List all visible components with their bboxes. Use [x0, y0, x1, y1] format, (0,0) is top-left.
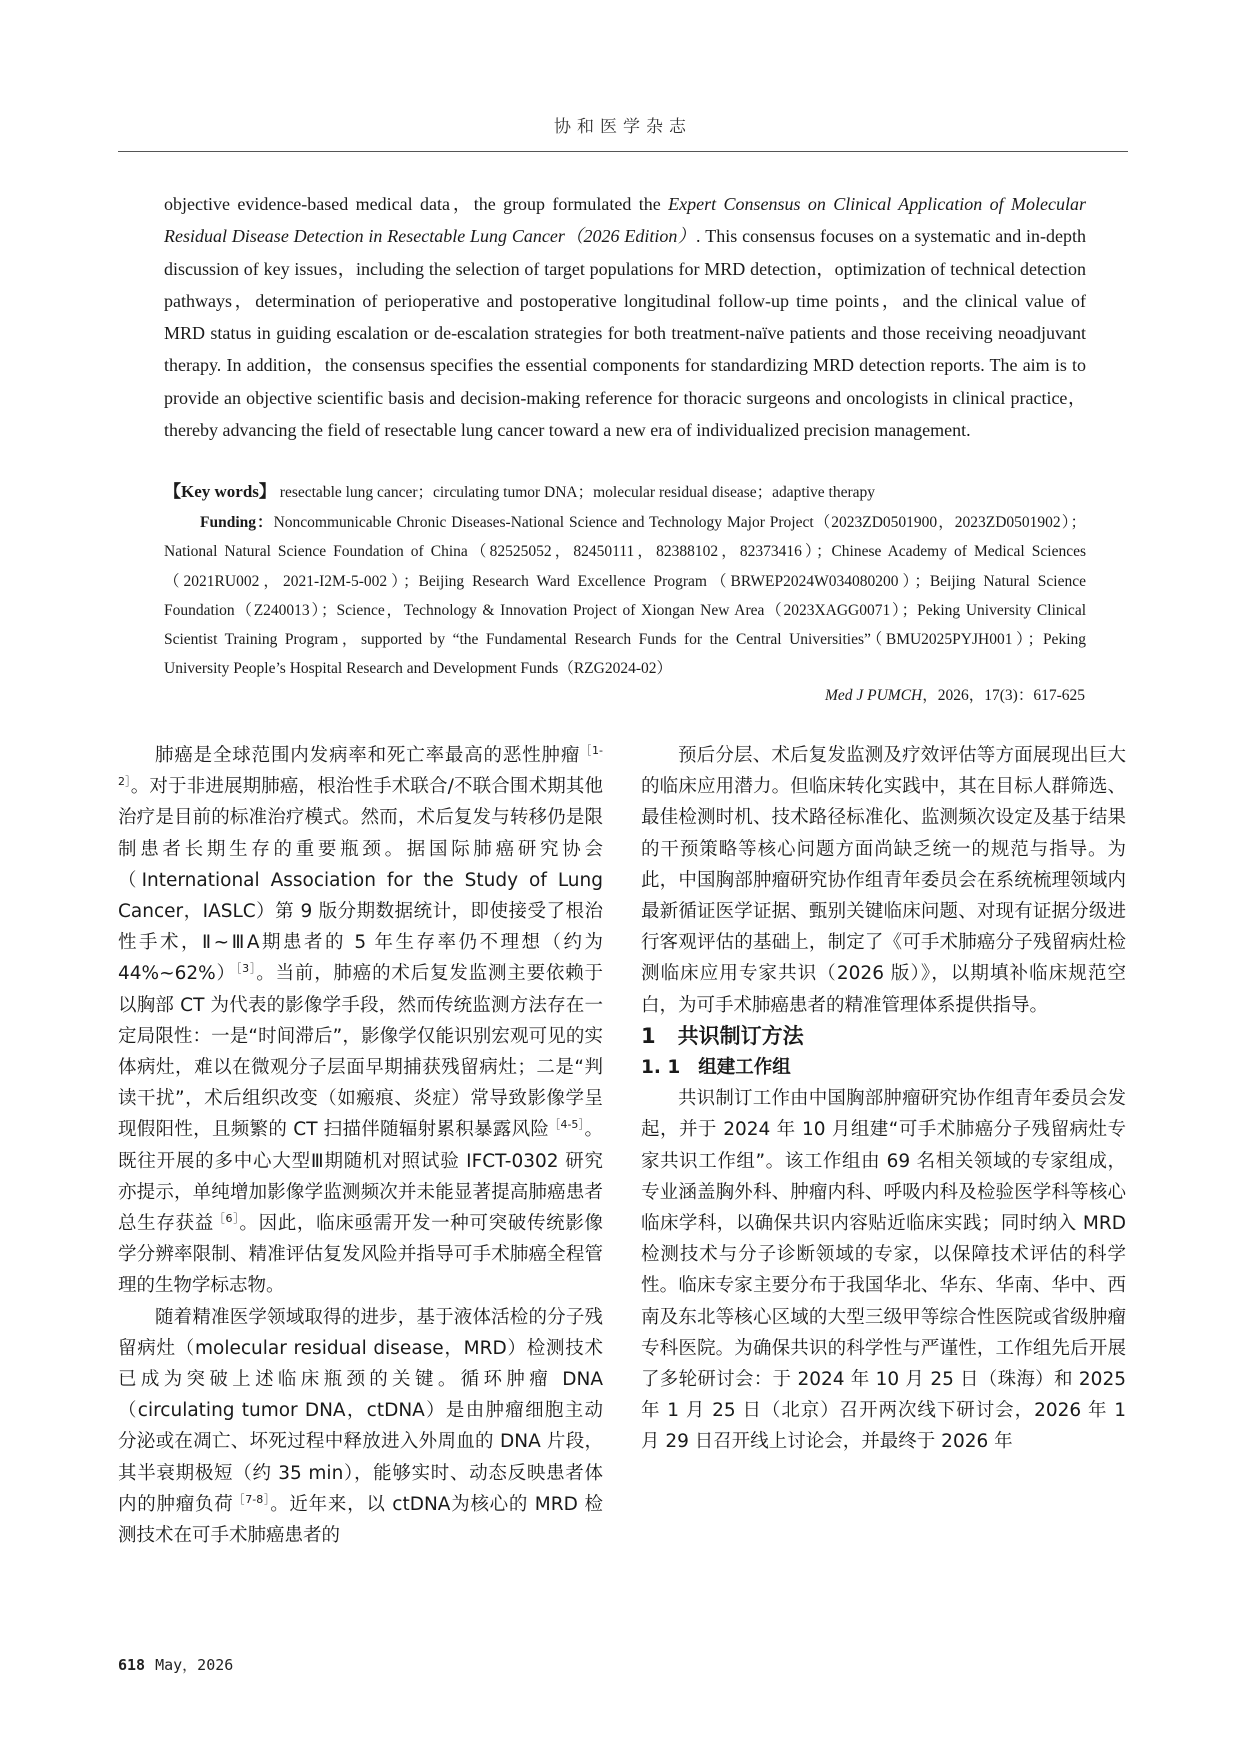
keywords-label: 【Key words】 [164, 482, 276, 501]
intro-paragraph-3: 预后分层、术后复发监测及疗效评估等方面展现出巨大的临床应用潜力。但临床转化实践中，其在目标人群筛选、最佳检测时机、技术路径标准化、监测频次设定及基于结果的干预策略等核心问题方面尚缺乏统一的规范与指导。为此，中国胸部肿瘤研究协作组青年委员会在系统梳理领域内最新循证医学证据、甄别关键临床问题、对现有证据分级进行客观评估的基础上，制定了《可手术肺癌分子残留病灶检测临床应用专家共识（2026 版）》，以期填补临床规范空白，为可手术肺癌患者的精准管理体系提供指导。 [641, 745, 1126, 1016]
running-header: 协和医学杂志 [554, 117, 692, 137]
text-run: 。对于非进展期肺癌，根治性手术联合/不联合围术期其他治疗是目前的标准治疗模式。然而，术后复发与转移仍是限制患者长期生存的重要瓶颈。据国际肺癌研究协会（International Association for the Study of Lung Cancer，IASLC）第 9 版分期数据统计，即使接受了根治性手术，Ⅱ~ⅢA期患者的 5 年生存率仍不理想（约为 44%~62%） [118, 776, 603, 985]
text-run: 随着精准医学领域取得的进步，基于液体活检的分子残留病灶（molecular residual disease，MRD）检测技术已成为突破上述临床瓶颈的关键。循环肿瘤 DNA（circulating tumor DNA，ctDNA）是由肿瘤细胞主动分泌或在凋亡、坏死过程中释放进入外周血的 DNA 片段，其半衰期极短（约 35 min），能够实时、动态反映患者体内的肿瘤负荷 [118, 1306, 603, 1515]
keywords-text: resectable lung cancer；circulating tumor DNA；molecular residual disease；adaptive therapy [279, 484, 876, 501]
subsection-title: 组建工作组 [698, 1057, 791, 1079]
funding-label: Funding： [200, 514, 274, 531]
intro-paragraph-1 [118, 740, 603, 1302]
reference-marker[interactable]: ［6］ [213, 1211, 240, 1225]
reference-marker[interactable]: ［7-8］ [233, 1492, 271, 1506]
text-run: 肺癌是全球范围内发病率和死亡率最高的恶性肿瘤 [155, 745, 581, 766]
text-run: 。当前，肺癌的术后复发监测主要依赖于以胸部 CT 为代表的影像学手段，然而传统监测方法存在一定局限性：一是“时间滞后”，影像学仅能识别宏观可见的实体病灶，难以在微观分子层面早期捕获残留病灶；二是“判读干扰”，术后组织改变（如瘢痕、炎症）常导致影像学呈现假阳性，且频繁的 CT 扫描伴随辐射累积暴露风险 [118, 963, 603, 1141]
page-footer [118, 1654, 233, 1675]
funding-text: Noncommunicable Chronic Diseases-National Science and Technology Major Project（2023ZD0501900，2023ZD0501902）；National Natural Science Foundation of China（82525052，82450111，82388102，82373416）；Chinese Academy of Medical Sciences（2021RU002，2021-I2M-5-002）；Beijing Research Ward Excellence Program（BRWEP2024W034080200）；Beijing Natural Science Foundation（Z240013）；Science，Technology & Innovation Project of Xiongan New Area（2023XAGG0071）；Peking University Clinical Scientist Training Program，supported by “the Fundamental Research Funds for the Central Universities”（BMU2025PYJH001）；Peking University People’s Hospital Research and Development Funds（RZG2024-02） [164, 514, 1087, 678]
header-divider [118, 151, 1128, 152]
citation-rest: ，2026，17(3)：617-625 [922, 687, 1085, 704]
abstract-continuation [164, 188, 1086, 446]
citation-line [825, 684, 1085, 708]
methods-paragraph-1: 共识制订工作由中国胸部肿瘤研究协作组青年委员会发起，并于 2024 年 10 月组建“可手术肺癌分子残留病灶专家共识工作组”。该工作组由 69 名相关领域的专家组成，专业涵盖胸外科、肿瘤内科、呼吸内科及检验医学科等核心临床学科，以确保共识内容贴近临床实践；同时纳入 MRD 检测技术与分子诊断领域的专家，以保障技术评估的科学性。临床专家主要分布于我国华北、华东、华南、华中、西南及东北等核心区域的大型三级甲等综合性医院或省级肿瘤专科医院。为确保共识的科学性与严谨性，工作组先后开展了多轮研讨会：于 2024 年 10 月 25 日（珠海）和 2025 年 1 月 25 日（北京）召开两次线下研讨会，2026 年 1 月 29 日召开线上讨论会，并最终于 2026 年 [641, 1088, 1126, 1453]
section-number: 1 [641, 1023, 656, 1048]
subsection-number: 1. 1 [641, 1057, 681, 1079]
issue-date: May，2026 [155, 1656, 234, 1674]
intro-paragraph-2 [118, 1302, 603, 1552]
right-column [641, 740, 1126, 1458]
left-column [118, 740, 603, 1551]
citation-journal: Med J PUMCH [824, 687, 923, 704]
reference-marker[interactable]: ［4-5］ [549, 1118, 585, 1132]
text-run: 。因此，临床亟需开发一种可突破传统影像学分辨率限制、精准评估复发风险并指导可手术肺癌全程管理的生物学标志物。 [118, 1213, 603, 1297]
abstract-text-post: . This consensus focuses on a systematic and in-depth discussion of key issues，including the selection of target populations for MRD detection，optimization of technical detection pathways，determination of perioperative and postoperative longitudinal follow-up time points，and the clinical value of MRD status in guiding escalation or de-escalation strategies for both treatment-naïve patients and those receiving neoadjuvant therapy. In addition，the consensus specifies the essential components for standardizing MRD detection reports. The aim is to provide an objective scientific basis and decision-making reference for thoracic surgeons and oncologists in clinical practice，thereby advancing the field of resectable lung cancer toward a new era of individualized precision management. [164, 226, 1086, 441]
text-run: 。近年来，以 ctDNA为核心的 MRD 检测技术在可手术肺癌患者的 [118, 1493, 603, 1547]
abstract-text [164, 188, 1086, 446]
subsection-heading-1-1 [641, 1052, 1126, 1083]
reference-marker[interactable]: ［3］ [235, 962, 257, 976]
keywords [164, 478, 1086, 507]
section-heading-1 [641, 1021, 1126, 1052]
consensus-title: Expert Consensus on Clinical Application of Molecular Residual Disease Detection in Resectable Lung Cancer（2026 Edition） [164, 194, 1086, 247]
funding [164, 508, 1086, 684]
text-run: 。既往开展的多中心大型Ⅲ期随机对照试验 IFCT-0302 研究亦提示，单纯增加影像学监测频次并未能显著提高肺癌患者总生存获益 [118, 1119, 604, 1235]
funding-paragraph [164, 508, 1086, 684]
page-number: 618 [118, 1656, 146, 1674]
abstract-text-pre: objective evidence-based medical data，the group formulated the [164, 194, 669, 214]
reference-marker[interactable]: ［1-2］ [118, 743, 603, 789]
section-title: 共识制订方法 [677, 1023, 804, 1048]
